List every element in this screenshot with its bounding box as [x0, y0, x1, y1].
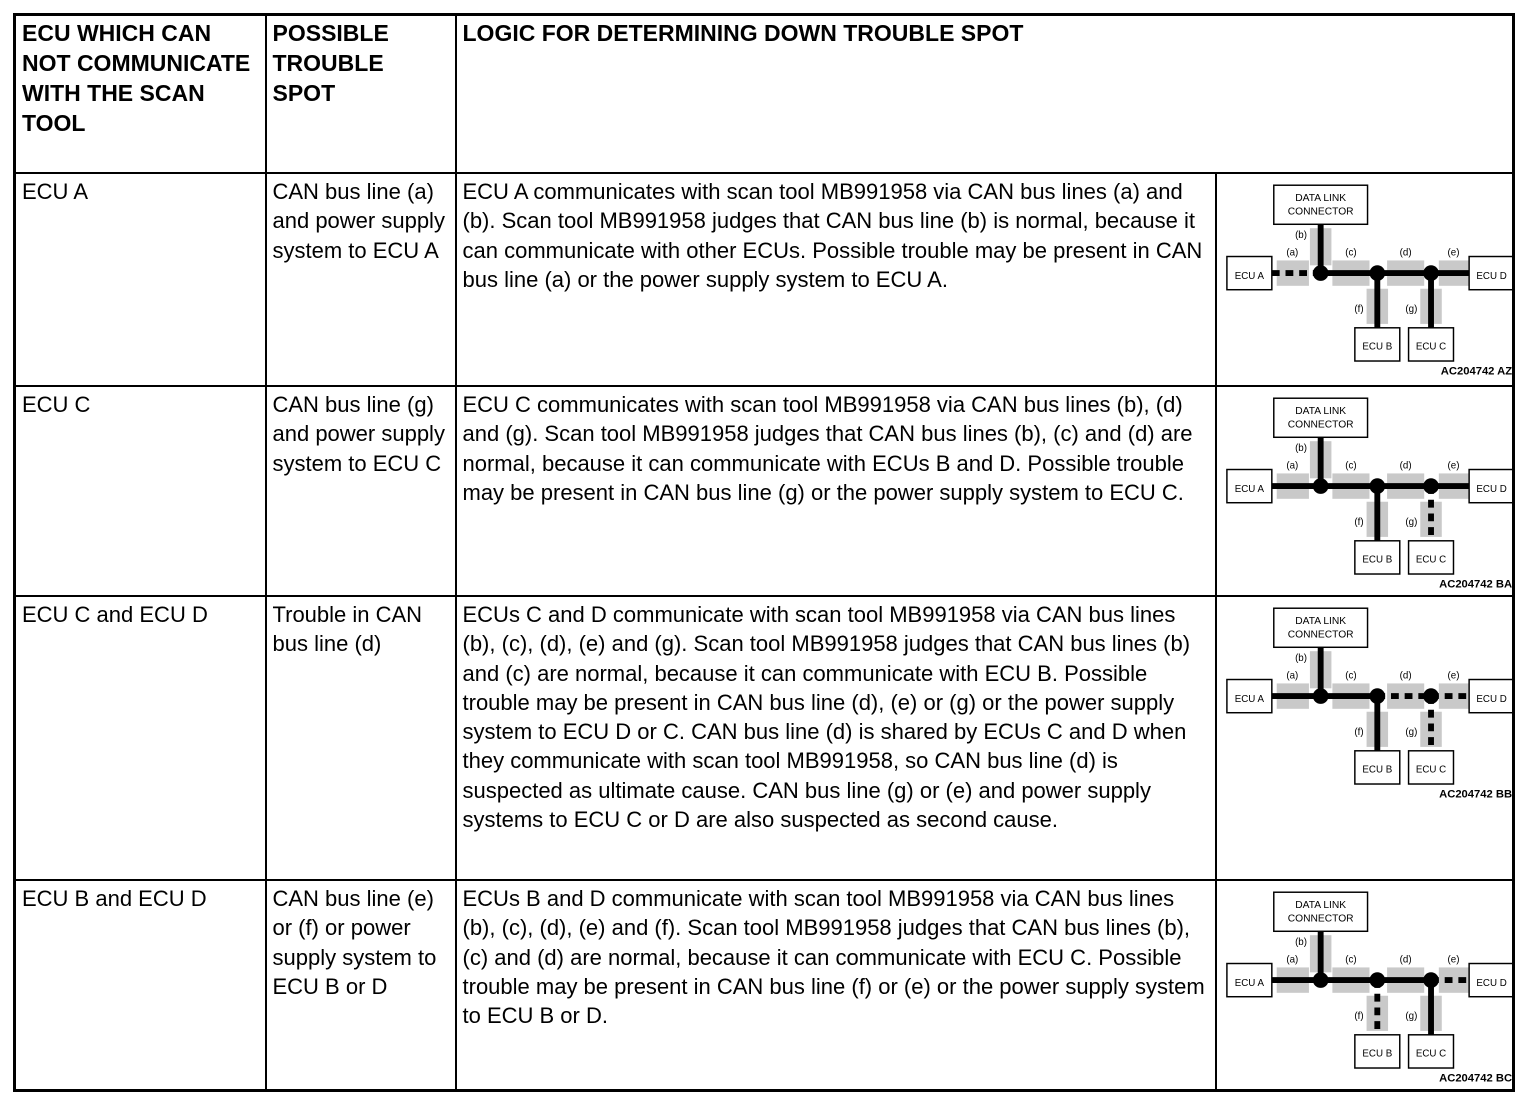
junction-dot-3 [1423, 688, 1439, 704]
data-link-connector-box [1273, 892, 1367, 931]
trouble-spot-cell: CAN bus line (g) and power supply system to ECU C [266, 386, 456, 596]
can-bus-diagram [1223, 390, 1514, 592]
ecu-c-box-label: ECU C [1415, 764, 1446, 776]
junction-dot-3 [1423, 265, 1439, 281]
ecu-b-box-label: ECU B [1361, 1048, 1392, 1060]
segment-label-d: (d) [1399, 247, 1412, 259]
data-link-connector-label-line2: CONNECTOR [1287, 629, 1354, 641]
ecu-a-box-label: ECU A [1234, 693, 1264, 705]
diagram-code-label: AC204742 AZ [1440, 365, 1512, 378]
segment-label-a: (a) [1285, 247, 1298, 259]
ecu-c-box-label: ECU C [1415, 1048, 1446, 1060]
can-bus-diagram-svg [1223, 600, 1514, 802]
junction-dot-3 [1423, 972, 1439, 988]
ecu-a-box-label: ECU A [1234, 483, 1264, 495]
segment-label-c: (c) [1344, 670, 1357, 682]
header-trouble-spot-column: POSSIBLE TROUBLE SPOT [266, 15, 456, 174]
segment-label-d: (d) [1399, 954, 1412, 966]
diagram-cell [1216, 596, 1514, 880]
data-link-connector-label-line2: CONNECTOR [1287, 913, 1354, 925]
junction-dot-1 [1312, 688, 1328, 704]
segment-label-a: (a) [1285, 460, 1298, 472]
ecu-d-box-label: ECU D [1475, 693, 1507, 705]
trouble-spot-cell: Trouble in CAN bus line (d) [266, 596, 456, 880]
logic-cell: ECU C communicates with scan tool MB991958 via CAN bus lines (b), (d) and (g). Scan tool MB991958 judges that CAN bus lines (b), (c) and (d) are normal, because it can communicate with ECUs B and D. Possible trouble may be present in CAN bus line (g) or the power supply system to ECU C. [456, 386, 1216, 596]
ecu-cell: ECU A [15, 173, 266, 386]
junction-dot-2 [1369, 265, 1385, 281]
header-row [15, 15, 1514, 174]
data-link-connector-label-line2: CONNECTOR [1287, 206, 1354, 218]
diagram-code-label: AC204742 BA [1438, 578, 1512, 591]
data-link-connector-label-line2: CONNECTOR [1287, 419, 1354, 431]
can-bus-diagram [1223, 177, 1514, 379]
segment-label-b: (b) [1294, 936, 1307, 948]
segment-label-e: (e) [1447, 247, 1459, 259]
segment-label-d: (d) [1399, 670, 1412, 682]
ecu-a-box-label: ECU A [1234, 270, 1264, 282]
ecu-cell: ECU C and ECU D [15, 596, 266, 880]
diagram-cell [1216, 386, 1514, 596]
ecu-a-box-label: ECU A [1234, 977, 1264, 989]
can-bus-diagram [1223, 884, 1514, 1086]
junction-dot-1 [1312, 265, 1328, 281]
trouble-spot-cell: CAN bus line (a) and power supply system to ECU A [266, 173, 456, 386]
diagram-cell [1216, 173, 1514, 386]
logic-cell: ECUs C and D communicate with scan tool MB991958 via CAN bus lines (b), (c), (d), (e) and (g). Scan tool MB991958 judges that CAN bus lines (b) and (c) are normal, because it can communicate with ECU B. Possible trouble may be present in CAN bus line (d), (e) or (g) or the power supply system to ECU D or C. CAN bus line (d) is shared by ECUs C and D when they communicate with scan tool MB991958, so CAN bus line (d) is suspected as ultimate cause. CAN bus line (g) or (e) and power supply systems to ECU C or D are also suspected as second cause. [456, 596, 1216, 880]
junction-dot-2 [1369, 688, 1385, 704]
data-link-connector-label-line1: DATA LINK [1294, 405, 1346, 417]
segment-label-b: (b) [1294, 229, 1307, 241]
ecu-c-box-label: ECU C [1415, 554, 1446, 566]
segment-label-f: (f) [1353, 1011, 1364, 1023]
diagram-code-label: AC204742 BB [1438, 788, 1512, 801]
ecu-b-box-label: ECU B [1361, 341, 1392, 353]
segment-label-g: (g) [1404, 517, 1417, 529]
data-link-connector-box [1273, 608, 1367, 647]
segment-label-g: (g) [1404, 727, 1417, 739]
can-bus-diagram-svg [1223, 884, 1514, 1086]
header-ecu-column: ECU WHICH CAN NOT COMMUNICATE WITH THE SCAN TOOL [15, 15, 266, 174]
segment-label-f: (f) [1353, 304, 1364, 316]
segment-label-f: (f) [1353, 727, 1364, 739]
junction-dot-3 [1423, 478, 1439, 494]
segment-label-c: (c) [1344, 460, 1357, 472]
ecu-b-box-label: ECU B [1361, 554, 1392, 566]
segment-label-f: (f) [1353, 517, 1364, 529]
ecu-c-box-label: ECU C [1415, 341, 1446, 353]
junction-dot-1 [1312, 478, 1328, 494]
table-row-ecu-c-and-d [15, 596, 1514, 880]
can-bus-diagram [1223, 600, 1514, 802]
table-row-ecu-c [15, 386, 1514, 596]
segment-label-e: (e) [1447, 460, 1459, 472]
table-row-ecu-b-and-d [15, 880, 1514, 1091]
table-row-ecu-a [15, 173, 1514, 386]
ecu-cell: ECU C [15, 386, 266, 596]
data-link-connector-label-line1: DATA LINK [1294, 192, 1346, 204]
junction-dot-2 [1369, 478, 1385, 494]
segment-label-b: (b) [1294, 652, 1307, 664]
ecu-d-box-label: ECU D [1475, 483, 1507, 495]
logic-cell: ECUs B and D communicate with scan tool MB991958 via CAN bus lines (b), (c), (d), (e) and (f). Scan tool MB991958 judges that CAN bus lines (b), (c) and (d) are normal, because it can communicate with ECU C. Possible trouble may be present in CAN bus line (f) or (e) or the power supply system to ECU B or D. [456, 880, 1216, 1091]
segment-label-d: (d) [1399, 460, 1412, 472]
diagram-cell [1216, 880, 1514, 1091]
ecu-b-box-label: ECU B [1361, 764, 1392, 776]
junction-dot-1 [1312, 972, 1328, 988]
data-link-connector-box [1273, 185, 1367, 224]
can-bus-diagram-svg [1223, 390, 1514, 592]
ecu-d-box-label: ECU D [1475, 977, 1507, 989]
segment-label-a: (a) [1285, 954, 1298, 966]
data-link-connector-label-line1: DATA LINK [1294, 899, 1346, 911]
segment-label-b: (b) [1294, 442, 1307, 454]
junction-dot-2 [1369, 972, 1385, 988]
trouble-spot-cell: CAN bus line (e) or (f) or power supply system to ECU B or D [266, 880, 456, 1091]
diagram-code-label: AC204742 BC [1438, 1072, 1512, 1085]
segment-label-e: (e) [1447, 954, 1459, 966]
segment-label-g: (g) [1404, 1011, 1417, 1023]
ecu-d-box-label: ECU D [1475, 270, 1507, 282]
can-bus-diagram-svg [1223, 177, 1514, 379]
data-link-connector-box [1273, 398, 1367, 437]
segment-label-c: (c) [1344, 247, 1357, 259]
data-link-connector-label-line1: DATA LINK [1294, 615, 1346, 627]
can-troubleshooting-table [13, 13, 1515, 1092]
header-logic-column: LOGIC FOR DETERMINING DOWN TROUBLE SPOT [456, 15, 1514, 174]
segment-label-c: (c) [1344, 954, 1357, 966]
segment-label-g: (g) [1404, 304, 1417, 316]
ecu-cell: ECU B and ECU D [15, 880, 266, 1091]
segment-label-a: (a) [1285, 670, 1298, 682]
segment-label-e: (e) [1447, 670, 1459, 682]
logic-cell: ECU A communicates with scan tool MB991958 via CAN bus lines (a) and (b). Scan tool MB991958 judges that CAN bus line (b) is normal, because it can communicate with other ECUs. Possible trouble may be present in CAN bus line (a) or the power supply system to ECU A. [456, 173, 1216, 386]
